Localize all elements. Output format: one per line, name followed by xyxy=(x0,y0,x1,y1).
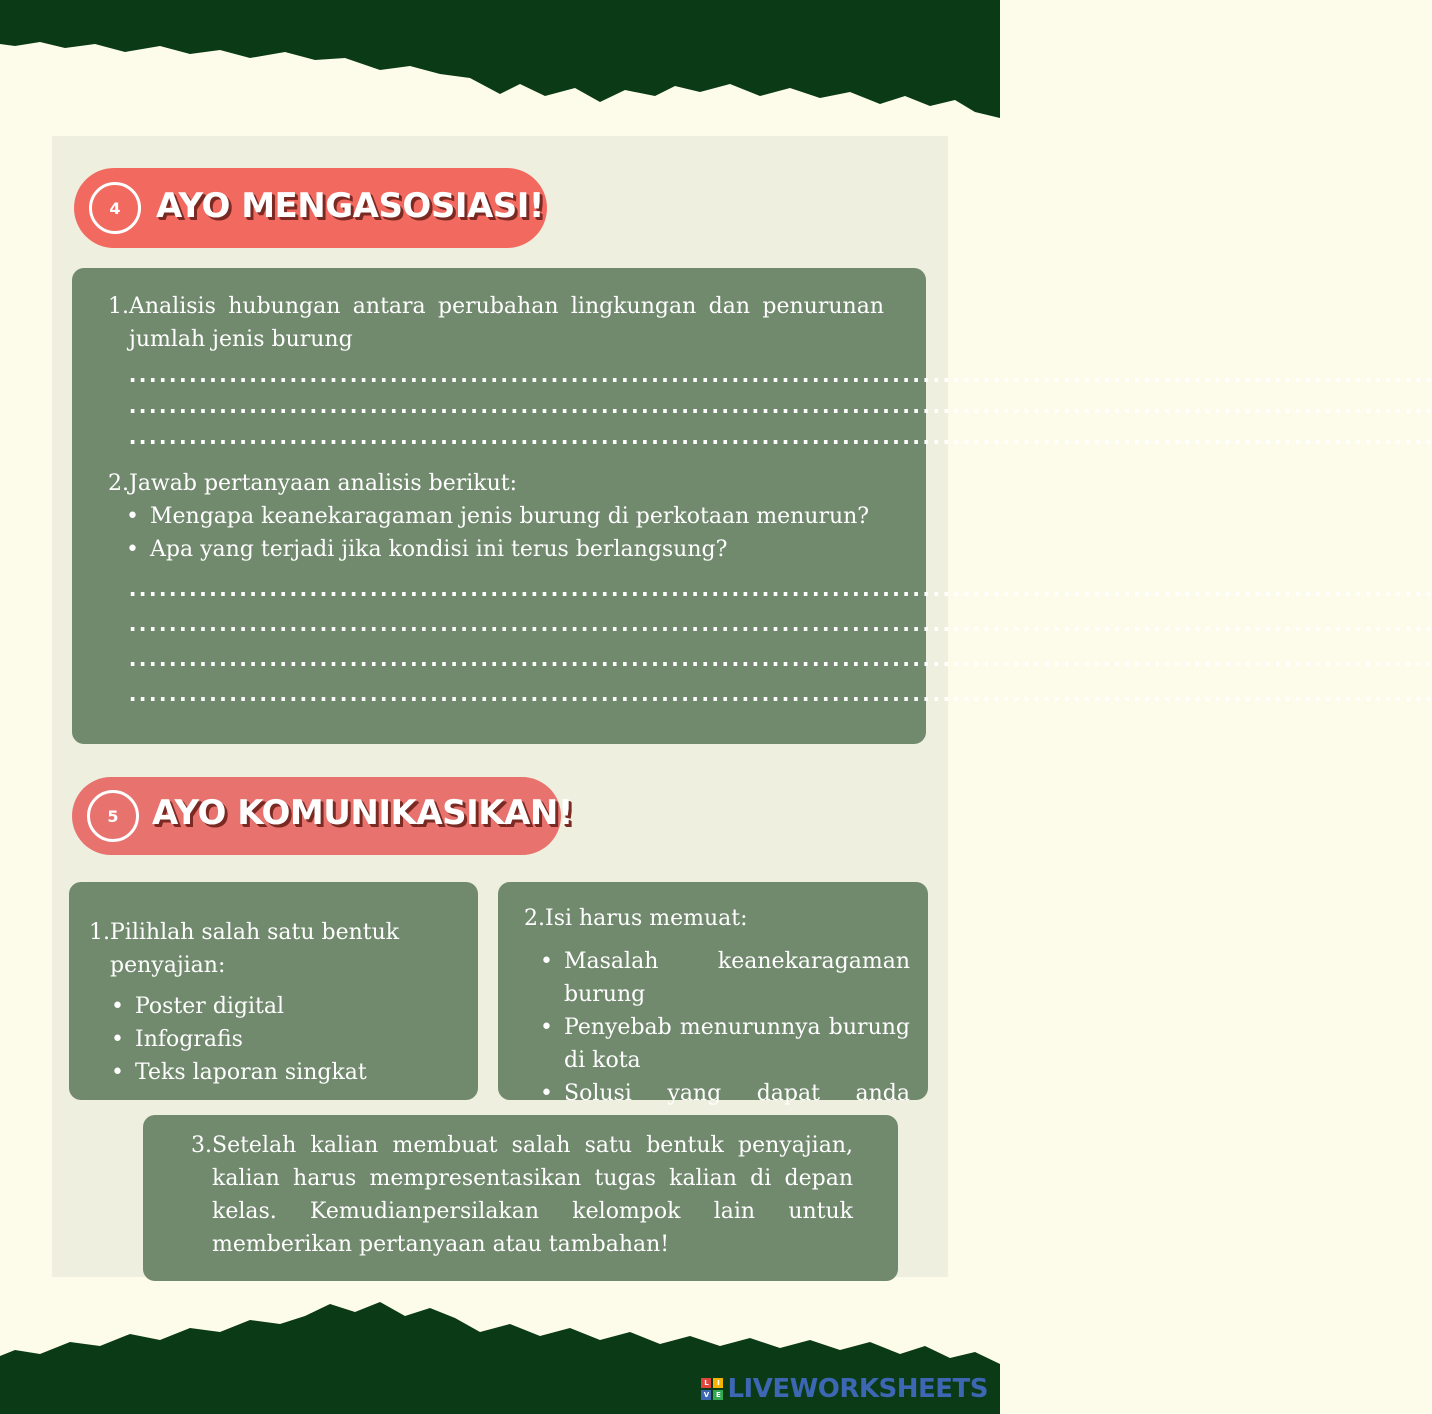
section-5-header xyxy=(72,777,573,855)
item-number: 2. xyxy=(108,471,129,496)
answer-lines-1 xyxy=(126,360,1432,453)
liveworksheets-logo-text: LIVEWORKSHEETS xyxy=(727,1374,988,1404)
section-4-header xyxy=(74,168,547,248)
section-5-card-2 xyxy=(498,882,928,1106)
list-item: • Masalah keanekaragaman burung xyxy=(540,945,910,1011)
list-item: • Teks laporan singkat xyxy=(111,1056,468,1089)
item-number: 3. xyxy=(191,1133,212,1158)
section-5-number-badge: 5 xyxy=(87,790,139,842)
list-item: • Penyebab menurunnya burung di kota xyxy=(540,1011,910,1077)
section-4-number-badge: 4 xyxy=(89,182,141,234)
section-4-title: AYO MENGASOSIASI! xyxy=(156,186,544,226)
answer-line[interactable]: .................................................................................................................................. xyxy=(126,394,1432,419)
section-4-card xyxy=(72,268,1432,744)
section-5-item-1 xyxy=(89,916,468,982)
section-5-item-2-bullets xyxy=(540,945,910,1143)
section-4-item-2-bullets xyxy=(126,500,884,566)
answer-line[interactable]: .................................................................................................................................. xyxy=(126,425,1432,450)
section-5-item-1-bullets xyxy=(111,990,468,1089)
section-5-item-2 xyxy=(524,902,910,935)
item-text: Pilihlah salah satu bentuk penyajian: xyxy=(110,920,400,978)
item-text: Isi harus memuat: xyxy=(545,906,748,931)
answer-line[interactable]: .................................................................................................................................. xyxy=(126,577,1432,602)
list-item: • Solusi yang dapat anda xyxy=(540,1077,910,1143)
answer-line[interactable]: .................................................................................................................................. xyxy=(126,612,1432,637)
item-text: Jawab pertanyaan analisis berikut: xyxy=(129,471,518,496)
section-4-item-1 xyxy=(108,290,884,356)
section-5-title: AYO KOMUNIKASIKAN! xyxy=(152,793,573,833)
list-item: • Poster digital xyxy=(111,990,468,1023)
torn-paper-top-decoration xyxy=(0,0,1000,120)
item-number: 2. xyxy=(524,906,545,931)
list-item: • Infografis xyxy=(111,1023,468,1056)
answer-lines-2 xyxy=(126,572,1432,712)
item-text: Analisis hubungan antara perubahan lingkungan dan penurunan jumlah jenis burung xyxy=(129,294,884,352)
answer-line[interactable]: .................................................................................................................................. xyxy=(126,363,1432,388)
section-5-card-1 xyxy=(69,882,478,1100)
section-5-card-3 xyxy=(143,1115,898,1281)
list-item: • Apa yang terjadi jika kondisi ini terus berlangsung? xyxy=(126,533,884,566)
answer-line[interactable]: .................................................................................................................................. xyxy=(126,682,1432,707)
item-number: 1. xyxy=(108,294,129,319)
section-5-item-3 xyxy=(191,1129,853,1261)
liveworksheets-logo xyxy=(701,1374,988,1404)
answer-line[interactable]: .................................................................................................................................. xyxy=(126,647,1432,672)
item-text: Setelah kalian membuat salah satu bentuk penyajian, kalian harus mempresentasikan tugas kalian di depan kelas. Kemudianpersilakan kelompok lain untuk memberikan pertanyaan atau tambahan! xyxy=(212,1133,853,1257)
liveworksheets-logo-icon: L I V E xyxy=(701,1378,723,1400)
section-4-item-2 xyxy=(108,467,884,500)
list-item: • Mengapa keanekaragaman jenis burung di perkotaan menurun? xyxy=(126,500,884,533)
item-number: 1. xyxy=(89,920,110,945)
